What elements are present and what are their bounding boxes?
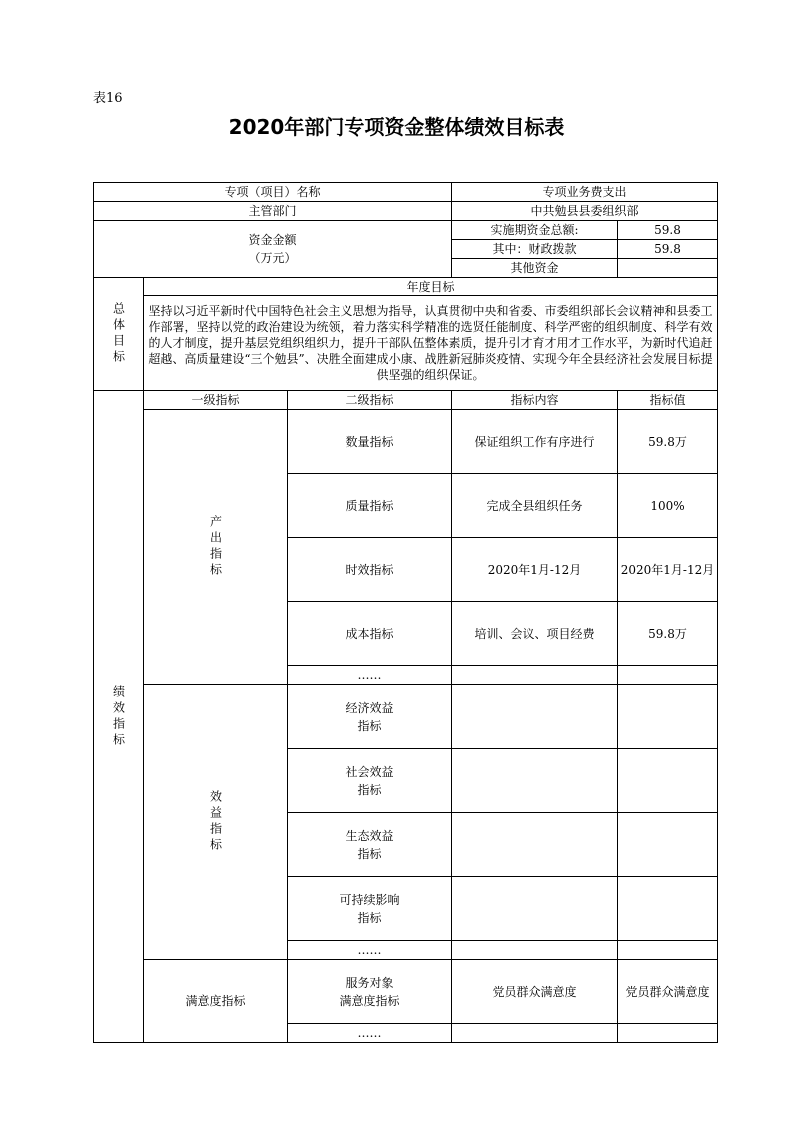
economic-benefit-line1: 经济效益 [345, 700, 394, 715]
level2-social-benefit [288, 749, 452, 813]
value-cost: 59.8万 [618, 602, 718, 666]
document-title: 2020年部门专项资金整体绩效目标表 [228, 115, 565, 139]
level2-service-satisfaction [288, 960, 452, 1024]
content-ecological-benefit [452, 813, 618, 877]
project-name-value: 专项业务费支出 [452, 183, 718, 202]
satisfaction-ellipsis-value [618, 1024, 718, 1043]
annual-goal-header: 年度目标 [144, 278, 718, 296]
content-timeliness: 2020年1月-12月 [452, 538, 618, 602]
other-funds-label: 其他资金 [452, 259, 618, 278]
fiscal-funds-value: 59.8 [618, 240, 718, 259]
satisfaction-ellipsis: …… [288, 1024, 452, 1043]
level1-indicator-header: 一级指标 [144, 391, 288, 410]
total-funds-label: 实施期资金总额: [452, 221, 618, 240]
content-cost: 培训、会议、项目经费 [452, 602, 618, 666]
output-ellipsis-content [452, 666, 618, 685]
value-sustainable-impact [618, 877, 718, 941]
value-quality: 100% [618, 474, 718, 538]
performance-goals-table [93, 182, 718, 1043]
fiscal-funds-label: 其中：财政拨款 [452, 240, 618, 259]
benefit-ellipsis-content [452, 941, 618, 960]
total-funds-value: 59.8 [618, 221, 718, 240]
value-economic-benefit [618, 685, 718, 749]
ecological-benefit-line2: 指标 [357, 846, 382, 861]
other-funds-value [618, 259, 718, 278]
value-service-satisfaction: 党员群众满意度 [618, 960, 718, 1024]
sustainable-impact-line2: 指标 [357, 910, 382, 925]
level2-ecological-benefit [288, 813, 452, 877]
value-ecological-benefit [618, 813, 718, 877]
department-value: 中共勉县县委组织部 [452, 202, 718, 221]
content-social-benefit [452, 749, 618, 813]
ecological-benefit-line1: 生态效益 [345, 828, 394, 843]
service-satisfaction-line1: 服务对象 [345, 975, 394, 990]
benefit-indicator-label: 效益指标 [144, 685, 288, 960]
funds-amount-label [94, 221, 452, 278]
value-timeliness: 2020年1月-12月 [618, 538, 718, 602]
value-social-benefit [618, 749, 718, 813]
level2-economic-benefit [288, 685, 452, 749]
satisfaction-ellipsis-content [452, 1024, 618, 1043]
service-satisfaction-line2: 满意度指标 [339, 993, 400, 1008]
funds-label-line2: （万元） [248, 251, 297, 265]
content-quality: 完成全县组织任务 [452, 474, 618, 538]
level2-quality: 质量指标 [288, 474, 452, 538]
level2-cost: 成本指标 [288, 602, 452, 666]
output-ellipsis: …… [288, 666, 452, 685]
annual-goal-text: 坚持以习近平新时代中国特色社会主义思想为指导，认真贯彻中央和省委、市委组织部长会议精神和县委工作部署，坚持以党的政治建设为统领，着力落实科学精准的选贤任能制度、科学严密的组织制度、科学有效的人才制度，提升基层党组织组织力，提升干部队伍整体素质，提升引才育才用才工作水平，为新时代追赶超越、高质量建设“三个勉县”、决胜全面建成小康、战胜新冠肺炎疫情、实现今年全县经济社会发展目标提供坚强的组织保证。 [144, 296, 718, 391]
funds-label-line1: 资金金额 [248, 233, 297, 247]
overall-goal-side-label: 总体目标 [94, 278, 144, 391]
level2-indicator-header: 二级指标 [288, 391, 452, 410]
performance-indicator-side-label: 绩效指标 [94, 391, 144, 1043]
content-quantity: 保证组织工作有序进行 [452, 410, 618, 474]
benefit-ellipsis-value [618, 941, 718, 960]
table-number-label: 表16 [93, 91, 123, 106]
content-economic-benefit [452, 685, 618, 749]
output-ellipsis-value [618, 666, 718, 685]
content-sustainable-impact [452, 877, 618, 941]
level2-quantity: 数量指标 [288, 410, 452, 474]
indicator-content-header: 指标内容 [452, 391, 618, 410]
value-quantity: 59.8万 [618, 410, 718, 474]
social-benefit-line1: 社会效益 [345, 764, 394, 779]
satisfaction-indicator-label: 满意度指标 [144, 960, 288, 1043]
benefit-ellipsis: …… [288, 941, 452, 960]
indicator-value-header: 指标值 [618, 391, 718, 410]
output-indicator-label: 产出指标 [144, 410, 288, 685]
level2-sustainable-impact [288, 877, 452, 941]
economic-benefit-line2: 指标 [357, 718, 382, 733]
social-benefit-line2: 指标 [357, 782, 382, 797]
level2-timeliness: 时效指标 [288, 538, 452, 602]
sustainable-impact-line1: 可持续影响 [339, 892, 400, 907]
content-service-satisfaction: 党员群众满意度 [452, 960, 618, 1024]
department-label: 主管部门 [94, 202, 452, 221]
project-name-label: 专项（项目）名称 [94, 183, 452, 202]
